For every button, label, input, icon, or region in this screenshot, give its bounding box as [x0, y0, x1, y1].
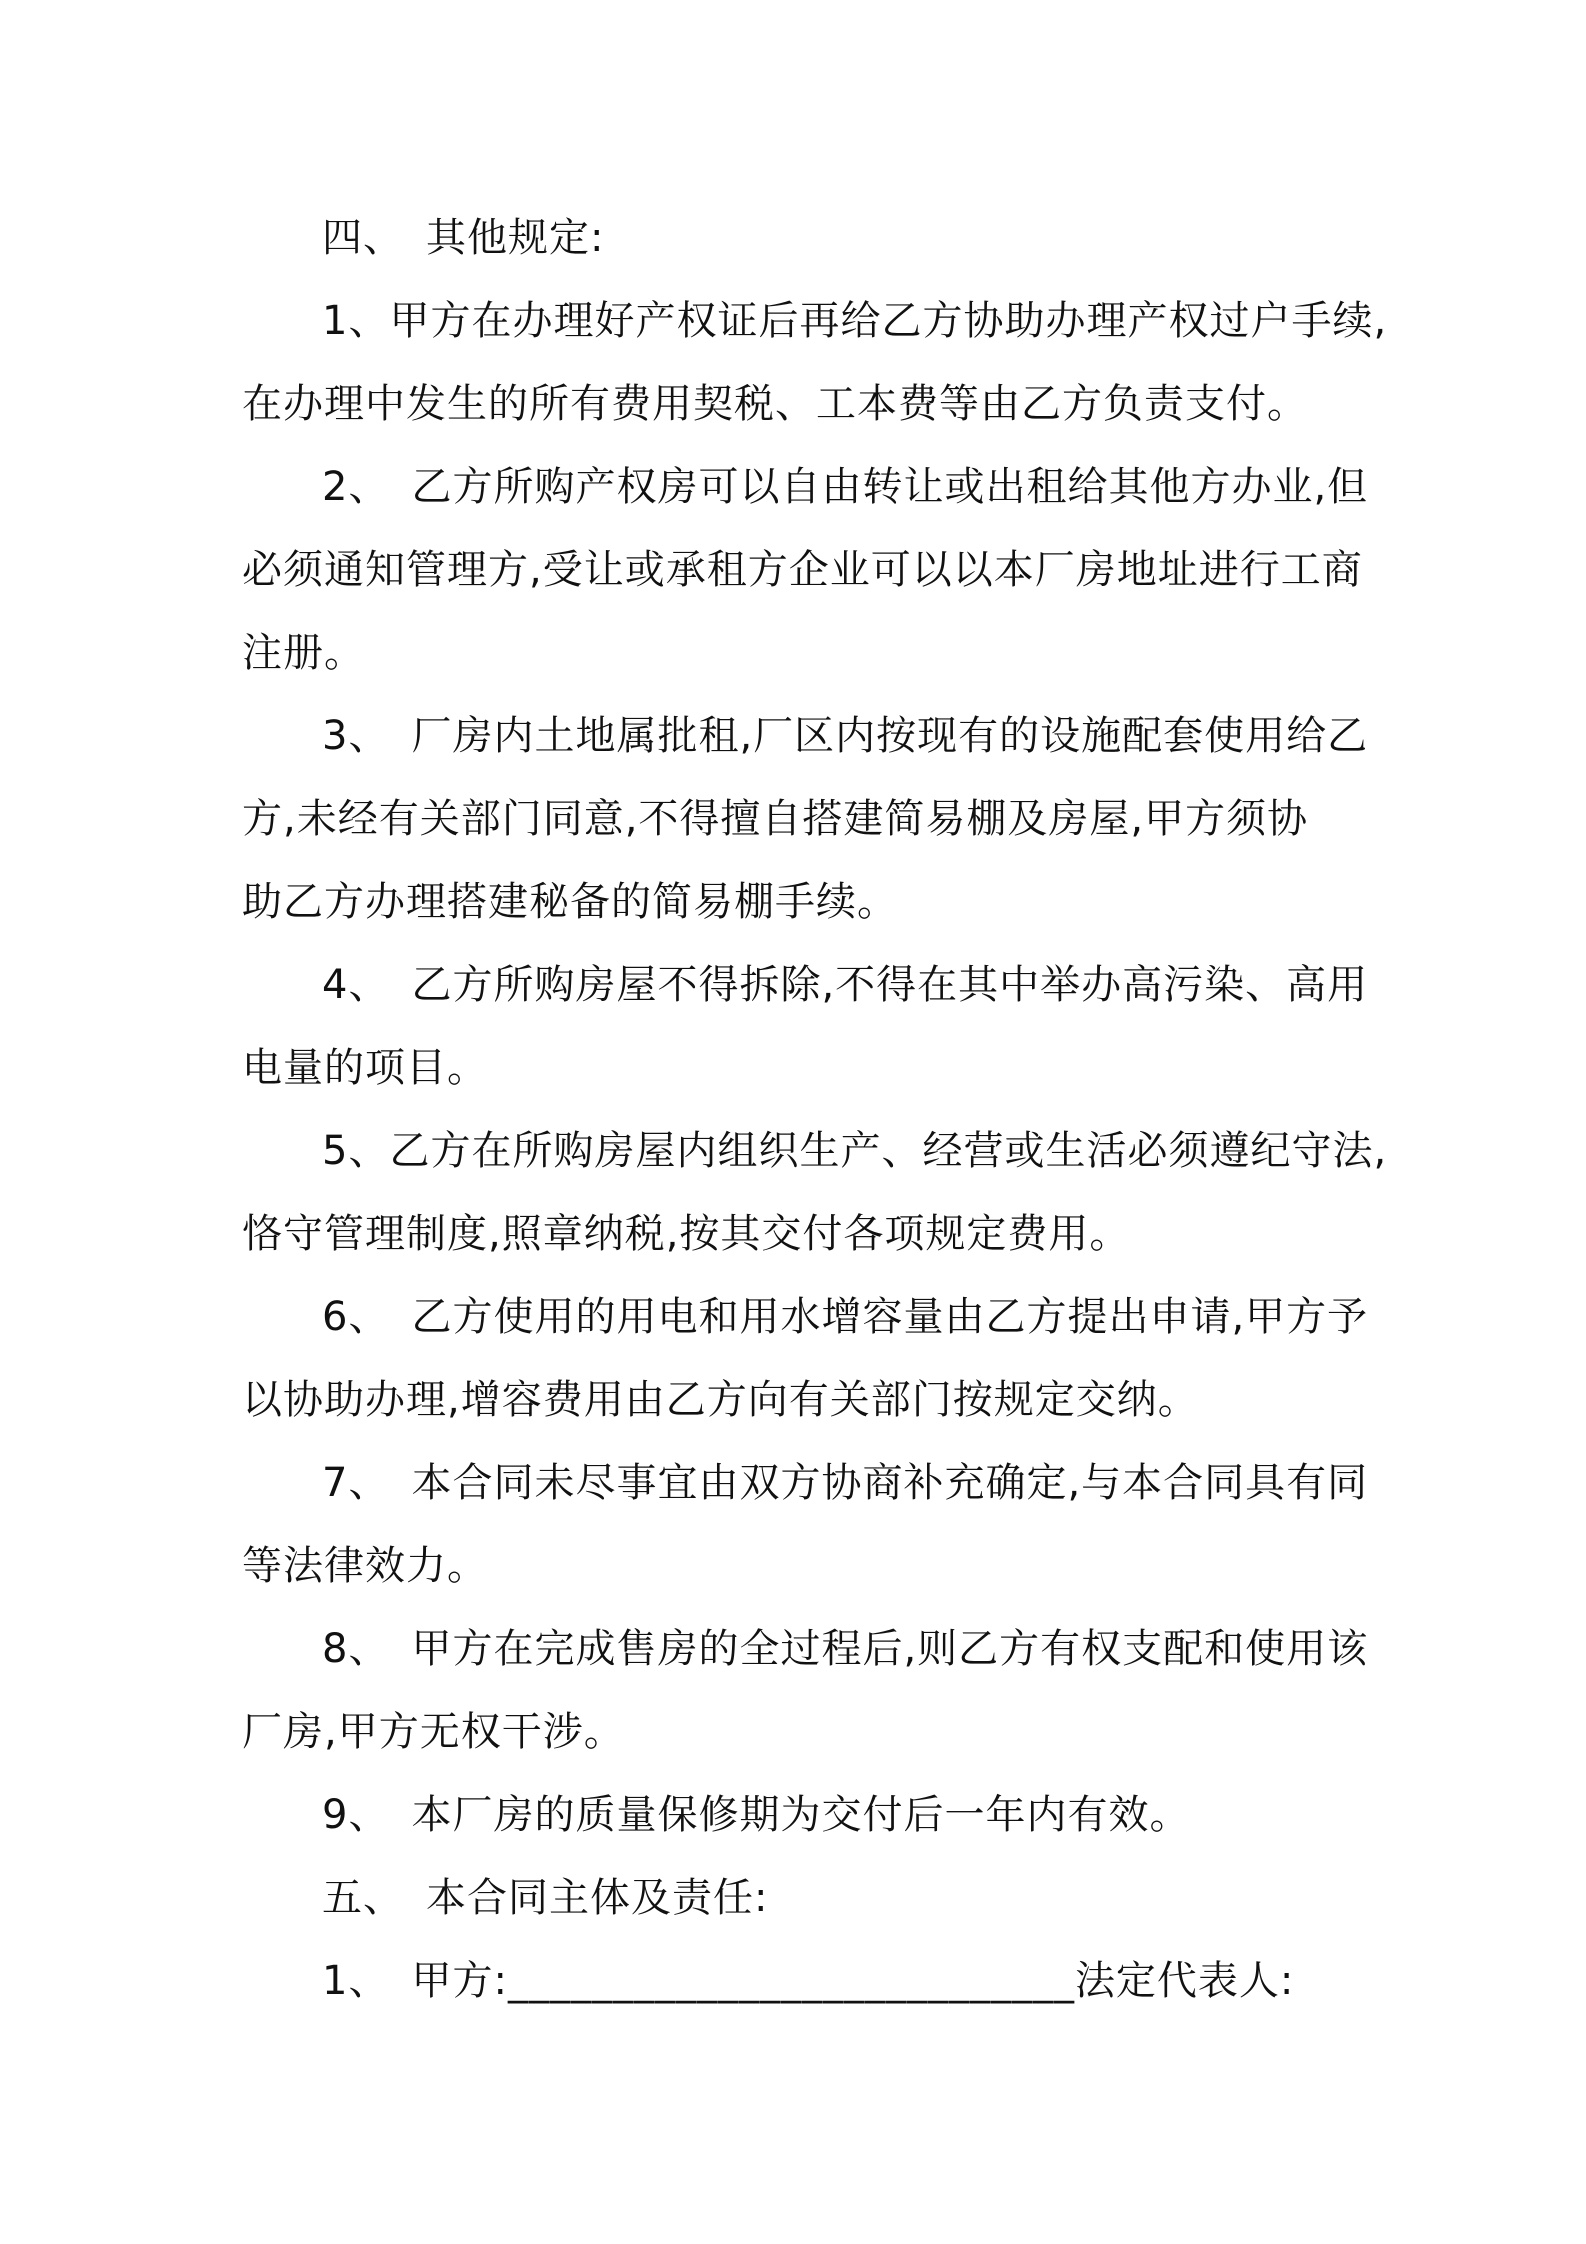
clause-4-line-1 — [242, 944, 1369, 1027]
section-title: 其他规定: — [426, 215, 605, 261]
clause-2-line-1 — [242, 446, 1369, 529]
clause-1-line-1 — [242, 280, 1388, 363]
clause-4-line-2: 电量的项目。 — [242, 1045, 488, 1091]
clause-text: 乙方使用的用电和用水增容量由乙方提出申请,甲方予 — [411, 1294, 1369, 1340]
party-a-line — [242, 1940, 1362, 2023]
clause-3-line-3: 助乙方办理搭建秘备的简易棚手续。 — [242, 879, 898, 925]
clause-number: 1、 — [322, 1958, 390, 2004]
clause-number: 6、 — [322, 1294, 390, 1340]
legal-representative-label: 法定代表人: — [1074, 1958, 1295, 2004]
clause-6-line-1 — [242, 1276, 1369, 1359]
clause-5-line-1 — [242, 1110, 1388, 1193]
clause-text: 本合同未尽事宜由双方协商补充确定,与本合同具有同 — [411, 1460, 1369, 1506]
clause-9-line-1 — [242, 1774, 1362, 1857]
clause-1-line-2: 在办理中发生的所有费用契税、工本费等由乙方负责支付。 — [242, 381, 1308, 427]
clause-number: 9、 — [322, 1792, 390, 1838]
party-a-label: 甲方: — [411, 1958, 508, 2004]
clause-text: 乙方在所购房屋内组织生产、经营或生活必须遵纪守法, — [389, 1128, 1388, 1174]
clause-text: 甲方在完成售房的全过程后,则乙方有权支配和使用该 — [411, 1626, 1369, 1672]
section-number: 四、 — [322, 215, 404, 261]
clause-3-line-1 — [242, 695, 1369, 778]
clause-number: 2、 — [322, 464, 390, 510]
clause-number: 8、 — [322, 1626, 390, 1672]
clause-5-line-2: 恪守管理制度,照章纳税,按其交付各项规定费用。 — [242, 1211, 1131, 1257]
clause-3-line-2: 方,未经有关部门同意,不得擅自搭建简易棚及房屋,甲方须协 — [242, 796, 1309, 842]
clause-number: 1、 — [322, 298, 390, 344]
clause-text: 本厂房的质量保修期为交付后一年内有效。 — [411, 1792, 1191, 1838]
clause-number: 3、 — [322, 713, 390, 759]
clause-text: 乙方所购产权房可以自由转让或出租给其他方办业,但 — [411, 464, 1369, 510]
clause-2-line-3: 注册。 — [242, 630, 365, 676]
clause-text: 甲方在办理好产权证后再给乙方协助办理产权过户手续, — [389, 298, 1388, 344]
clause-2-line-2: 必须通知管理方,受让或承租方企业可以以本厂房地址进行工商 — [242, 547, 1363, 593]
clause-8-line-2: 厂房,甲方无权干涉。 — [242, 1709, 625, 1755]
party-a-blank: ___________________________ — [507, 1958, 1075, 2004]
section-number: 五、 — [322, 1875, 404, 1921]
section-title: 本合同主体及责任: — [426, 1875, 769, 1921]
clause-number: 5、 — [322, 1128, 390, 1174]
clause-8-line-1 — [242, 1608, 1369, 1691]
clause-text: 乙方所购房屋不得拆除,不得在其中举办高污染、高用 — [411, 962, 1369, 1008]
section-heading-5 — [242, 1857, 1362, 1940]
clause-7-line-2: 等法律效力。 — [242, 1543, 488, 1589]
clause-number: 4、 — [322, 962, 390, 1008]
clause-text: 厂房内土地属批租,厂区内按现有的设施配套使用给乙 — [411, 713, 1369, 759]
clause-7-line-1 — [242, 1442, 1369, 1525]
document-body — [242, 197, 1388, 2023]
clause-number: 7、 — [322, 1460, 390, 1506]
clause-6-line-2: 以协助办理,增容费用由乙方向有关部门按规定交纳。 — [242, 1377, 1199, 1423]
section-heading-4 — [242, 197, 1362, 280]
